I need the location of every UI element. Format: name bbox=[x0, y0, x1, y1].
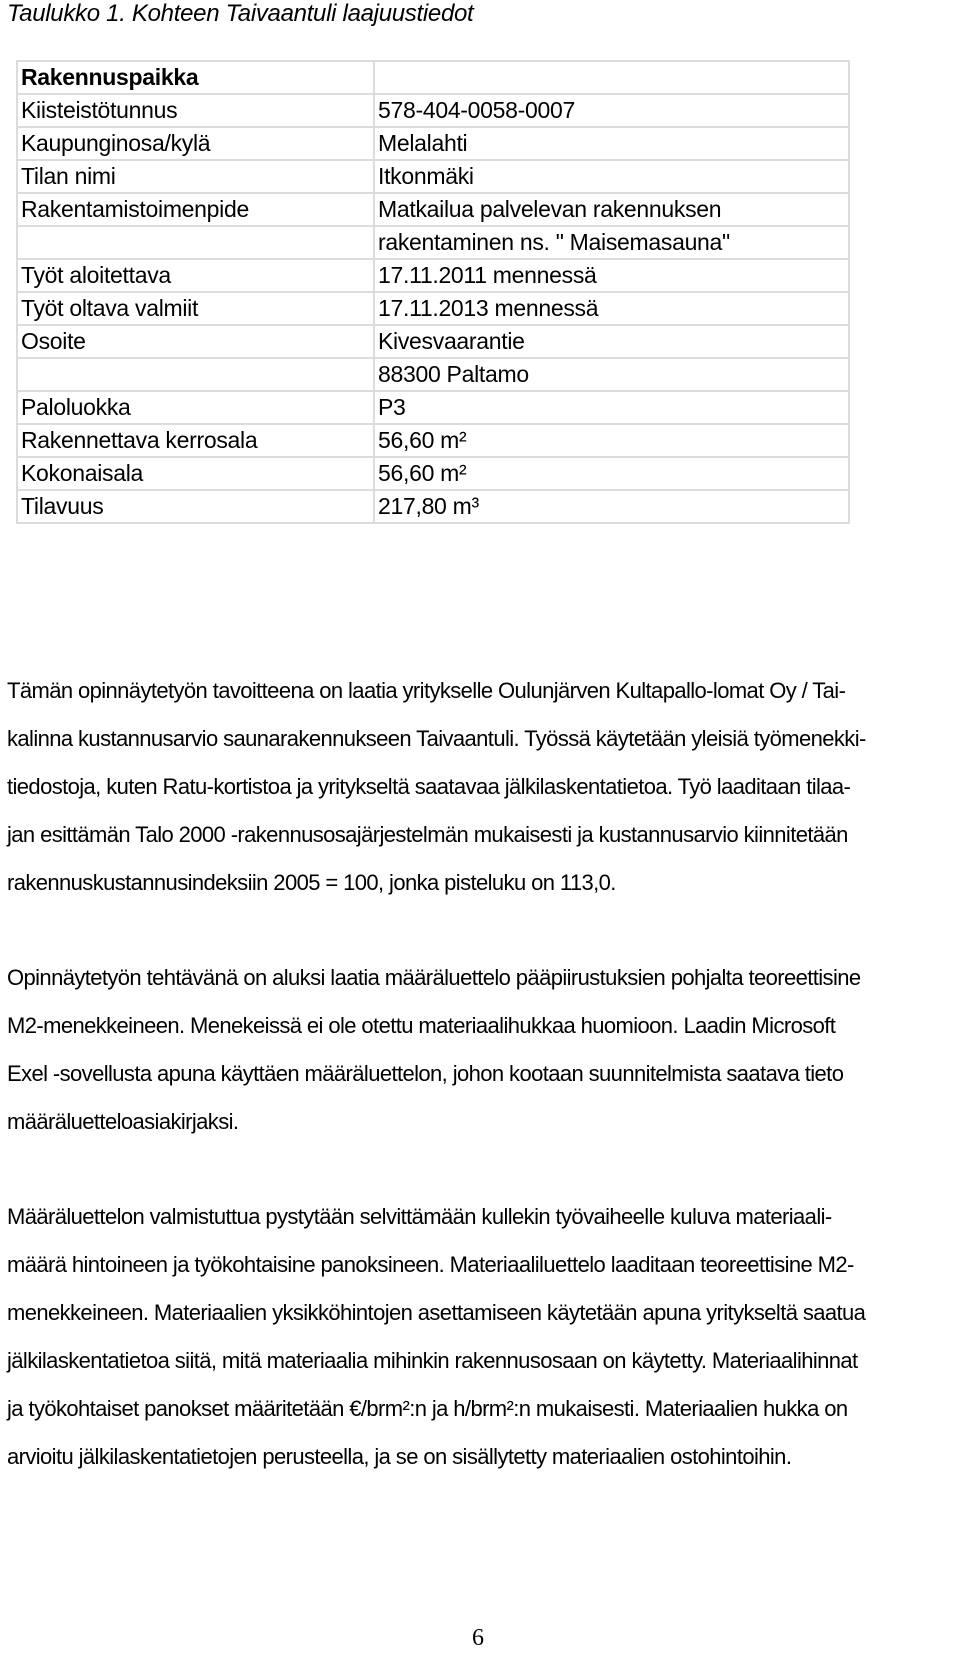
paragraph-line: rakennuskustannusindeksiin 2005 = 100, jonka pisteluku on 113,0. bbox=[7, 870, 616, 895]
row-value: Matkailua palvelevan rakennuksen bbox=[374, 193, 849, 226]
table-caption: Taulukko 1. Kohteen Taivaantuli laajuustiedot bbox=[7, 0, 474, 27]
table-row bbox=[17, 160, 849, 193]
paragraph-line: arvioitu jälkilaskentatietojen perusteella, ja se on sisällytetty materiaalien ostohintoihin. bbox=[7, 1444, 792, 1469]
paragraph-line: jan esittämän Talo 2000 -rakennusosajärjestelmän mukaisesti ja kustannusarvio kiinnitetään bbox=[7, 822, 848, 847]
table-row bbox=[17, 127, 849, 160]
body-paragraph-2 bbox=[7, 954, 923, 1146]
table-row bbox=[17, 226, 849, 259]
table-row bbox=[17, 193, 849, 226]
paragraph-line: Exel -sovellusta apuna käyttäen määräluettelon, johon kootaan suunnitelmista saatava tieto bbox=[7, 1061, 844, 1086]
table-row bbox=[17, 292, 849, 325]
row-label: Kokonaisala bbox=[17, 457, 374, 490]
table-row bbox=[17, 94, 849, 127]
table-row bbox=[17, 358, 849, 391]
page-number: 6 bbox=[472, 1625, 484, 1651]
property-info-table bbox=[16, 60, 850, 524]
paragraph-line: tiedostoja, kuten Ratu-kortistoa ja yritykseltä saatavaa jälkilaskentatietoa. Työ laaditaan tilaa- bbox=[7, 774, 851, 799]
table-row bbox=[17, 259, 849, 292]
row-label: Työt aloitettava bbox=[17, 259, 374, 292]
paragraph-line: jälkilaskentatietoa siitä, mitä materiaalia mihinkin rakennusosaan on käytetty. Materiaalihinnat bbox=[7, 1348, 858, 1373]
table-header-row bbox=[17, 61, 849, 94]
row-value: P3 bbox=[374, 391, 849, 424]
row-label bbox=[17, 226, 374, 259]
row-label: Kaupunginosa/kylä bbox=[17, 127, 374, 160]
table-header-empty-cell bbox=[374, 61, 849, 94]
table-header-cell: Rakennuspaikka bbox=[17, 61, 374, 94]
row-label: Rakennettava kerrosala bbox=[17, 424, 374, 457]
row-label: Tilan nimi bbox=[17, 160, 374, 193]
row-label: Paloluokka bbox=[17, 391, 374, 424]
row-value: 88300 Paltamo bbox=[374, 358, 849, 391]
table-row bbox=[17, 424, 849, 457]
row-value: 56,60 m² bbox=[374, 424, 849, 457]
paragraph-line: menekkeineen. Materiaalien yksikköhintojen asettamiseen käytetään apuna yritykseltä saatua bbox=[7, 1300, 866, 1325]
row-value: 17.11.2013 mennessä bbox=[374, 292, 849, 325]
row-value: 56,60 m² bbox=[374, 457, 849, 490]
paragraph-line: ja työkohtaiset panokset määritetään €/brm²:n ja h/brm²:n mukaisesti. Materiaalien hukka on bbox=[7, 1396, 848, 1421]
row-value: 578-404-0058-0007 bbox=[374, 94, 849, 127]
paragraph-line: määrä hintoineen ja työkohtaisine panoksineen. Materiaaliluettelo laaditaan teoreettisine M2- bbox=[7, 1252, 854, 1277]
row-label: Kiisteistötunnus bbox=[17, 94, 374, 127]
row-label: Tilavuus bbox=[17, 490, 374, 523]
paragraph-line: Määräluettelon valmistuttua pystytään selvittämään kullekin työvaiheelle kuluva materiaali- bbox=[7, 1204, 832, 1229]
body-paragraph-1 bbox=[7, 667, 923, 907]
row-value: 17.11.2011 mennessä bbox=[374, 259, 849, 292]
row-value: Kivesvaarantie bbox=[374, 325, 849, 358]
paragraph-line: määräluetteloasiakirjaksi. bbox=[7, 1109, 239, 1134]
body-paragraph-3 bbox=[7, 1193, 923, 1481]
row-label bbox=[17, 358, 374, 391]
row-value: rakentaminen ns. " Maisemasauna" bbox=[374, 226, 849, 259]
table-row bbox=[17, 391, 849, 424]
paragraph-line: M2-menekkeineen. Menekeissä ei ole otettu materiaalihukkaa huomioon. Laadin Microsoft bbox=[7, 1013, 836, 1038]
row-value: 217,80 m³ bbox=[374, 490, 849, 523]
table-row bbox=[17, 325, 849, 358]
row-value: Itkonmäki bbox=[374, 160, 849, 193]
paragraph-line: Opinnäytetyön tehtävänä on aluksi laatia määräluettelo pääpiirustuksien pohjalta teoreettisine bbox=[7, 965, 861, 990]
row-label: Osoite bbox=[17, 325, 374, 358]
table-row bbox=[17, 457, 849, 490]
paragraph-line: kalinna kustannusarvio saunarakennukseen Taivaantuli. Työssä käytetään yleisiä työmenekki- bbox=[7, 726, 866, 751]
row-value: Melalahti bbox=[374, 127, 849, 160]
paragraph-line: Tämän opinnäytetyön tavoitteena on laatia yritykselle Oulunjärven Kultapallo-lomat Oy / Tai- bbox=[7, 678, 846, 703]
table-row bbox=[17, 490, 849, 523]
row-label: Työt oltava valmiit bbox=[17, 292, 374, 325]
row-label: Rakentamistoimenpide bbox=[17, 193, 374, 226]
